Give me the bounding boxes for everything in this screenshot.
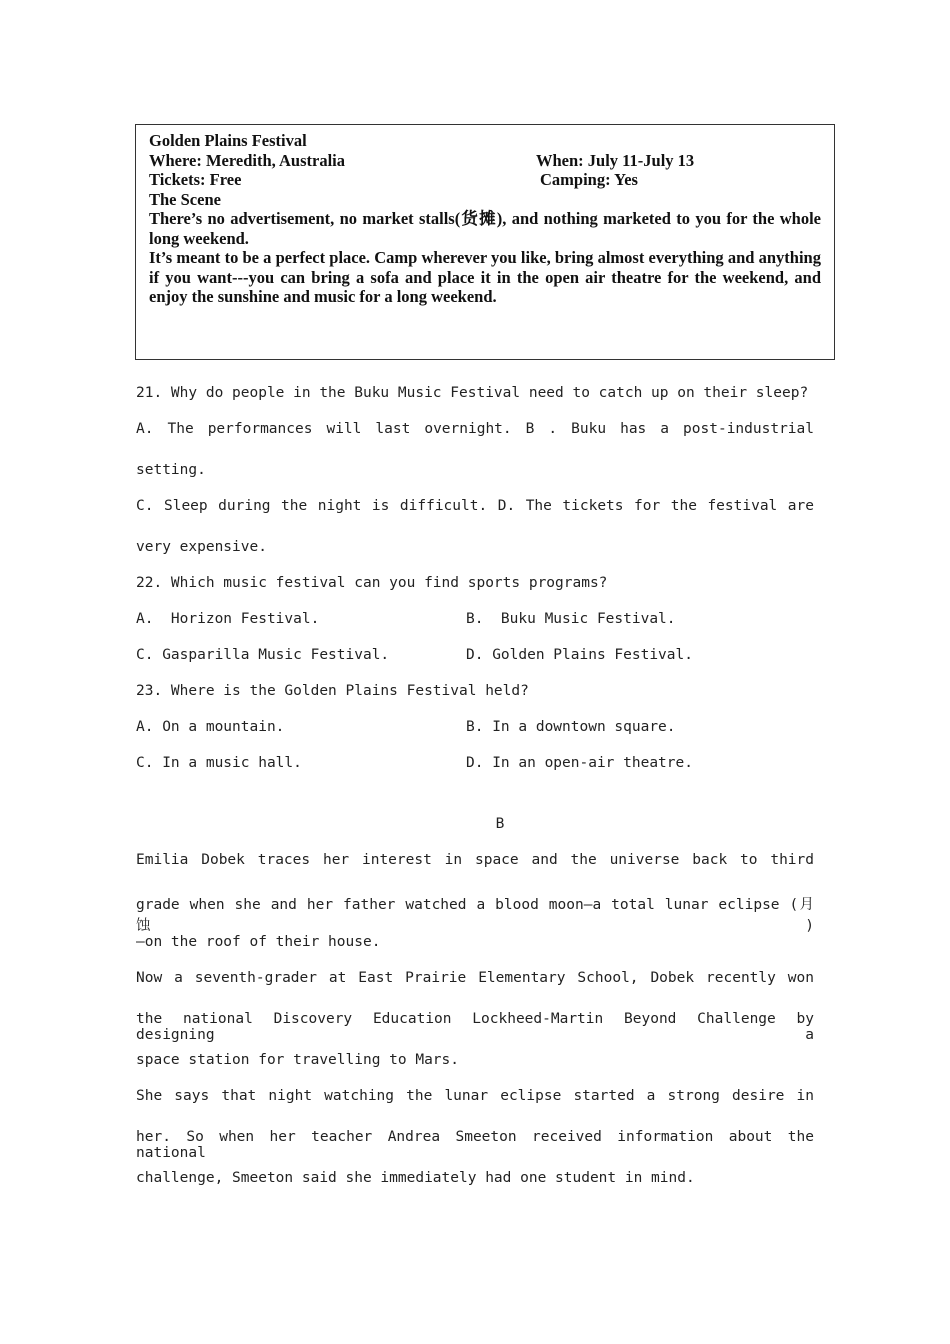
q23-option-b: B. In a downtown square. xyxy=(466,719,676,735)
q22-stem: 22. Which music festival can you find sports programs? xyxy=(136,575,608,591)
q21-stem: 21. Why do people in the Buku Music Festival need to catch up on their sleep? xyxy=(136,385,809,401)
festival-title: Golden Plains Festival xyxy=(149,131,307,150)
q22-option-d: D. Golden Plains Festival. xyxy=(466,647,693,663)
festival-where: Where: Meredith, Australia xyxy=(149,150,345,170)
q21-options-line-2: setting. xyxy=(136,462,206,478)
passage-p1-line-1: Emilia Dobek traces her interest in space and the universe back to third xyxy=(136,852,814,868)
passage-p2-line-1: Now a seventh-grader at East Prairie Elementary School, Dobek recently won xyxy=(136,970,814,986)
section-b-heading: B xyxy=(495,816,505,832)
scene-paragraph-2: It’s meant to be a perfect place. Camp wherever you like, bring almost everything and anything if you want---you can bring a sofa and place it in the open air theatre for the weekend, and enjoy the sunshine and music for a long weekend. xyxy=(149,248,821,306)
festival-tickets: Tickets: Free xyxy=(149,170,242,189)
festival-tickets-camping-row xyxy=(149,170,821,190)
festival-info-box xyxy=(135,124,835,360)
q21-options-line-1: A. The performances will last overnight. B . Buku has a post-industrial xyxy=(136,421,814,437)
q21-options-line-3: C. Sleep during the night is difficult. D. The tickets for the festival are xyxy=(136,498,814,514)
passage-p2-line-3: space station for travelling to Mars. xyxy=(136,1052,460,1068)
festival-camping: Camping: Yes xyxy=(540,170,638,189)
q22-option-c: C. Gasparilla Music Festival. xyxy=(136,647,390,663)
q23-option-c: C. In a music hall. xyxy=(136,755,302,771)
passage-p3-line-1: She says that night watching the lunar eclipse started a strong desire in xyxy=(136,1088,814,1104)
q23-option-d: D. In an open-air theatre. xyxy=(466,755,693,771)
festival-where-when-row xyxy=(149,151,821,171)
scene-paragraph-1: There’s no advertisement, no market stalls(货摊), and nothing marketed to you for the whole long weekend. xyxy=(149,209,821,248)
q23-option-a: A. On a mountain. xyxy=(136,719,285,735)
q23-stem: 23. Where is the Golden Plains Festival held? xyxy=(136,683,529,699)
q22-option-b: B. Buku Music Festival. xyxy=(466,611,676,627)
passage-p3-line-2: her. So when her teacher Andrea Smeeton received information about the national xyxy=(136,1129,814,1161)
festival-when: When: July 11-July 13 xyxy=(536,150,695,170)
passage-p3-line-3: challenge, Smeeton said she immediately had one student in mind. xyxy=(136,1170,695,1186)
passage-p1-line-2: grade when she and her father watched a blood moon—a total lunar eclipse (月蚀) xyxy=(136,897,814,934)
passage-p2-line-2: the national Discovery Education Lockheed-Martin Beyond Challenge by designing a xyxy=(136,1011,814,1043)
passage-p1-line-3: —on the roof of their house. xyxy=(136,934,381,950)
q21-options-line-4: very expensive. xyxy=(136,539,267,555)
scene-heading: The Scene xyxy=(149,189,221,209)
q22-option-a: A. Horizon Festival. xyxy=(136,611,320,627)
